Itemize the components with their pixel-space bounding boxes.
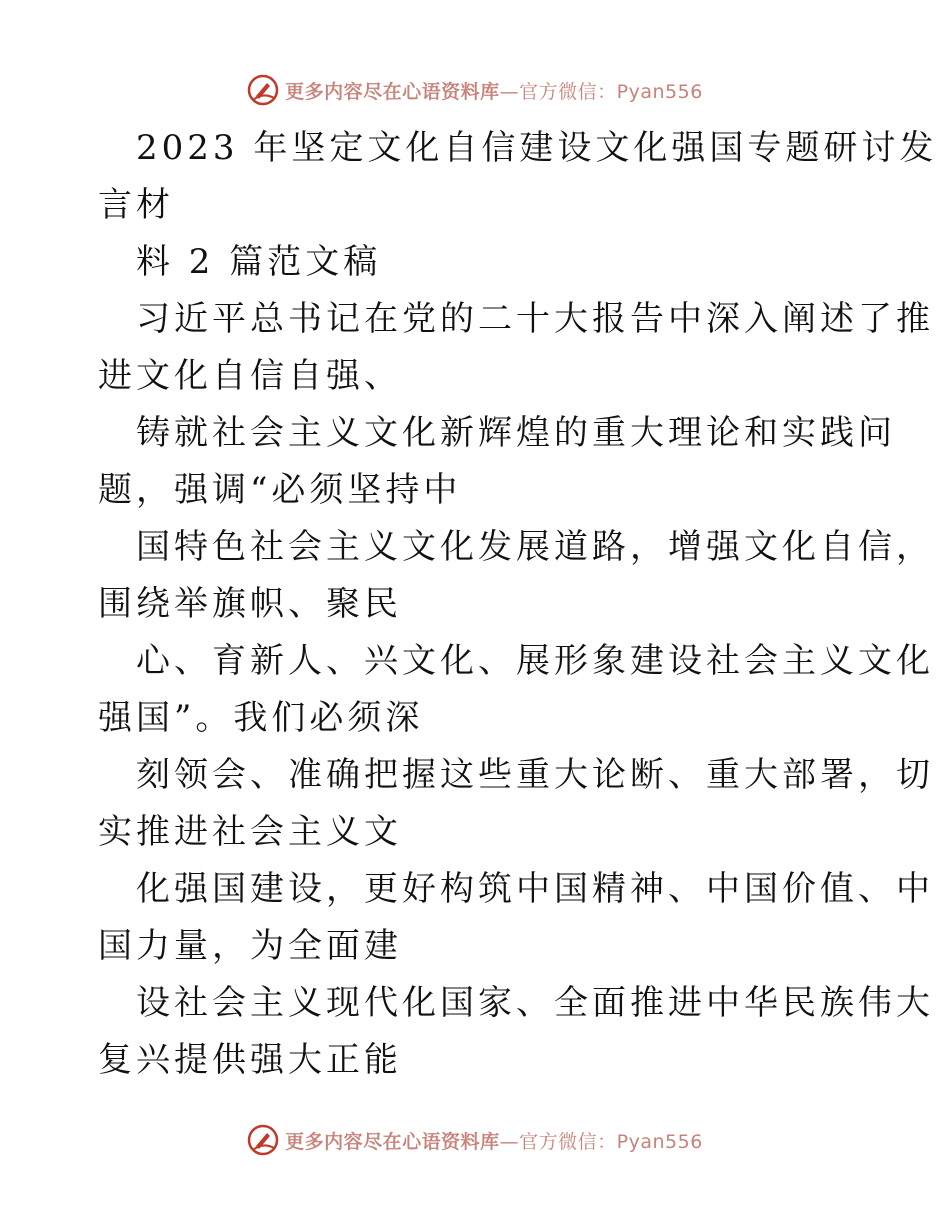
watermark-main: 更多内容尽在心语资料库 xyxy=(285,1130,500,1153)
body-line: 进文化自信自强、 xyxy=(98,356,402,396)
body-line: 料 2 篇范文稿 xyxy=(136,242,382,282)
body-line: 设社会主义现代化国家、全面推进中华民族伟大 xyxy=(136,983,934,1023)
watermark-text xyxy=(285,1127,703,1154)
body-line: 国特色社会主义文化发展道路，增强文化自信， xyxy=(136,527,934,567)
header-watermark xyxy=(0,70,950,110)
logo-icon xyxy=(247,1124,279,1156)
logo-icon xyxy=(247,74,279,106)
body-line: 言材 xyxy=(98,185,174,225)
body-line: 化强国建设，更好构筑中国精神、中国价值、中 xyxy=(136,869,934,909)
body-line: 习近平总书记在党的二十大报告中深入阐述了推 xyxy=(136,299,934,339)
body-line: 铸就社会主义文化新辉煌的重大理论和实践问 xyxy=(136,413,896,453)
body-line: 心、育新人、兴文化、展形象建设社会主义文化 xyxy=(136,641,934,681)
watermark-wechat: 官方微信：Pyan556 xyxy=(519,1130,703,1153)
body-line: 国力量，为全面建 xyxy=(98,926,402,966)
watermark-separator: — xyxy=(499,80,520,103)
body-line: 强国”。我们必须深 xyxy=(98,698,424,738)
document-body xyxy=(98,120,938,1089)
watermark-text xyxy=(285,77,703,104)
watermark-main: 更多内容尽在心语资料库 xyxy=(285,80,500,103)
body-line: 2023 年坚定文化自信建设文化强国专题研讨发 xyxy=(136,128,938,168)
watermark-wechat: 官方微信：Pyan556 xyxy=(519,80,703,103)
footer-watermark xyxy=(0,1120,950,1160)
body-line: 围绕举旗帜、聚民 xyxy=(98,584,402,624)
body-line: 复兴提供强大正能 xyxy=(98,1040,402,1080)
body-line: 题，强调“必须坚持中 xyxy=(98,470,462,510)
watermark-separator: — xyxy=(499,1130,520,1153)
body-line: 实推进社会主义文 xyxy=(98,812,402,852)
body-line: 刻领会、准确把握这些重大论断、重大部署，切 xyxy=(136,755,934,795)
